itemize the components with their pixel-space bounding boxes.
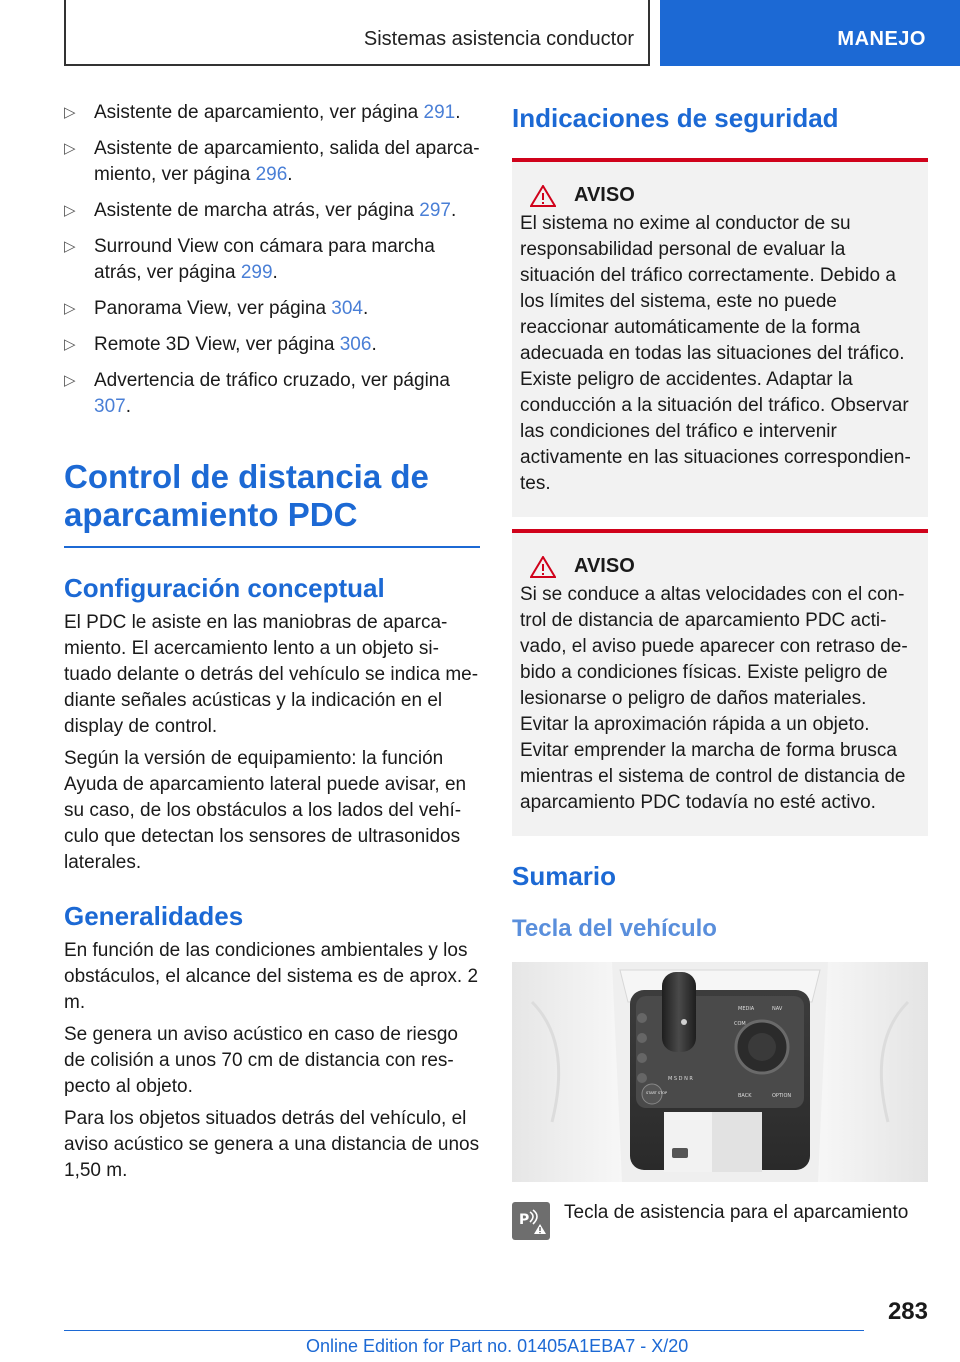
gear-label: M S D N R [668,1076,693,1082]
triangle-bullet-icon: ▷ [64,140,76,157]
vehicle-key-heading: Tecla del vehículo [512,915,717,942]
media-label: MEDIA [738,1006,755,1012]
center-console-illustration [512,962,928,1182]
section-title: Sistemas asistencia conductor [363,28,634,50]
page-link[interactable]: 299 [240,262,273,283]
cross-reference-list [64,100,480,420]
triangle-bullet-icon: ▷ [64,300,76,317]
triangle-bullet-icon: ▷ [64,202,76,219]
right-column [512,100,928,1240]
list-item: ▷ Asistente de aparcamiento, ver página 291. [64,100,480,126]
concept-heading: Configuración conceptual [64,573,385,603]
back-label: BACK [738,1093,752,1099]
concept-paragraph-1: El PDC le asiste en las maniobras de aparcamiento. El acercamiento lento a un objeto situado delante o detrás del vehículo se indica mediante señales acústicas y la indicación en el display de control. [64,612,479,737]
general-paragraph-1: En función de las condiciones ambientales y los obstáculos, el alcance del sistema es de aprox. 2 m. [64,940,479,1013]
list-item: ▷ Remote 3D View, ver página 306. [64,332,480,358]
triangle-bullet-icon: ▷ [64,238,76,255]
running-header-section [64,0,650,66]
triangle-bullet-icon: ▷ [64,104,76,121]
option-label: OPTION [772,1093,792,1099]
safety-title: Indicaciones de seguridad [512,103,839,133]
nav-label: NAV [772,1006,783,1012]
summary-heading: Sumario [512,861,617,891]
list-item: ▷ Advertencia de tráfico cruzado, ver página 307. [64,370,450,417]
page-link[interactable]: 297 [419,200,451,221]
park-assist-button-icon [512,1202,550,1240]
start-stop-label: START STOP [646,1091,668,1095]
general-paragraph-3: Para los objetos situados detrás del vehículo, el aviso acústico se genera a una distancia de unos 1,50 m. [64,1108,480,1181]
warning-triangle-icon [530,185,556,207]
warning-box [512,158,928,517]
warning-text: Si se conduce a altas velocidades con el control de distancia de aparcamiento PDC activado, el aviso puede aparecer con retraso debido a condiciones físicas. Existe peligro de lesionarse o peligro de daños materiales. Evitar la aproximación rápida a un objeto. Evitar emprender la marcha de forma brusca mientras el sistema de control de distancia de aparcamiento PDC todavía no esté activo. [520,584,908,813]
triangle-bullet-icon: ▷ [64,372,76,389]
page-link[interactable]: 291 [423,102,456,123]
title-divider [64,546,480,548]
warning-title: AVISO [574,555,635,577]
page-link[interactable]: 296 [255,164,288,185]
chapter-tab [660,0,960,66]
main-title: Control de distancia de aparcamiento PDC [64,458,429,533]
general-heading: Generalidades [64,901,244,931]
page-link[interactable]: 304 [331,298,363,319]
warning-title: AVISO [574,184,635,206]
warning-text: El sistema no exime al conductor de su responsabilidad personal de evaluar la situación del tráfico correctamente. Debido a los límites del sistema, este no puede reaccionar automáticamente de la forma adecuada en todas las situaciones del tráfico. Existe peligro de accidentes. Adaptar la conducción a la situación del tráfico. Observar las condiciones del tráfico e intervenir activamente en las situaciones correspondientes. [520,213,911,494]
svg-text:P: P [519,1212,530,1228]
left-column [64,100,480,1184]
warning-triangle-icon [530,556,556,578]
edition-footer: Online Edition for Part no. 01405A1EBA7 - X/20 [306,1336,689,1356]
general-paragraph-2: Se genera un aviso acústico en caso de riesgo de colisión a unos 70 cm de distancia con respecto al objeto. [64,1024,458,1097]
center-console-photo [512,962,928,1182]
button-caption: Tecla de asistencia para el aparcamiento [564,1202,909,1223]
page-link[interactable]: 307 [94,396,126,417]
concept-paragraph-2: Según la versión de equipamiento: la función Ayuda de aparcamiento lateral puede avisar, en su caso, de los obstáculos a los lados del vehículo que detectan los sensores de ultrasonidos laterales. [64,748,467,873]
com-label: COM [734,1021,746,1027]
warning-box [512,529,928,836]
list-item: ▷ Asistente de aparcamiento, salida del aparcamiento, ver página 296. [64,138,480,185]
footer-divider [64,1330,864,1331]
list-item: ▷ Surround View con cámara para marcha atrás, ver página 299. [64,236,435,283]
page-link[interactable]: 306 [339,334,372,355]
page-number: 283 [887,1298,928,1325]
button-legend [512,1200,928,1240]
chapter-title: MANEJO [837,28,926,50]
list-item: ▷ Asistente de marcha atrás, ver página 297. [64,198,480,224]
list-item: ▷ Panorama View, ver página 304. [64,296,480,322]
triangle-bullet-icon: ▷ [64,336,76,353]
